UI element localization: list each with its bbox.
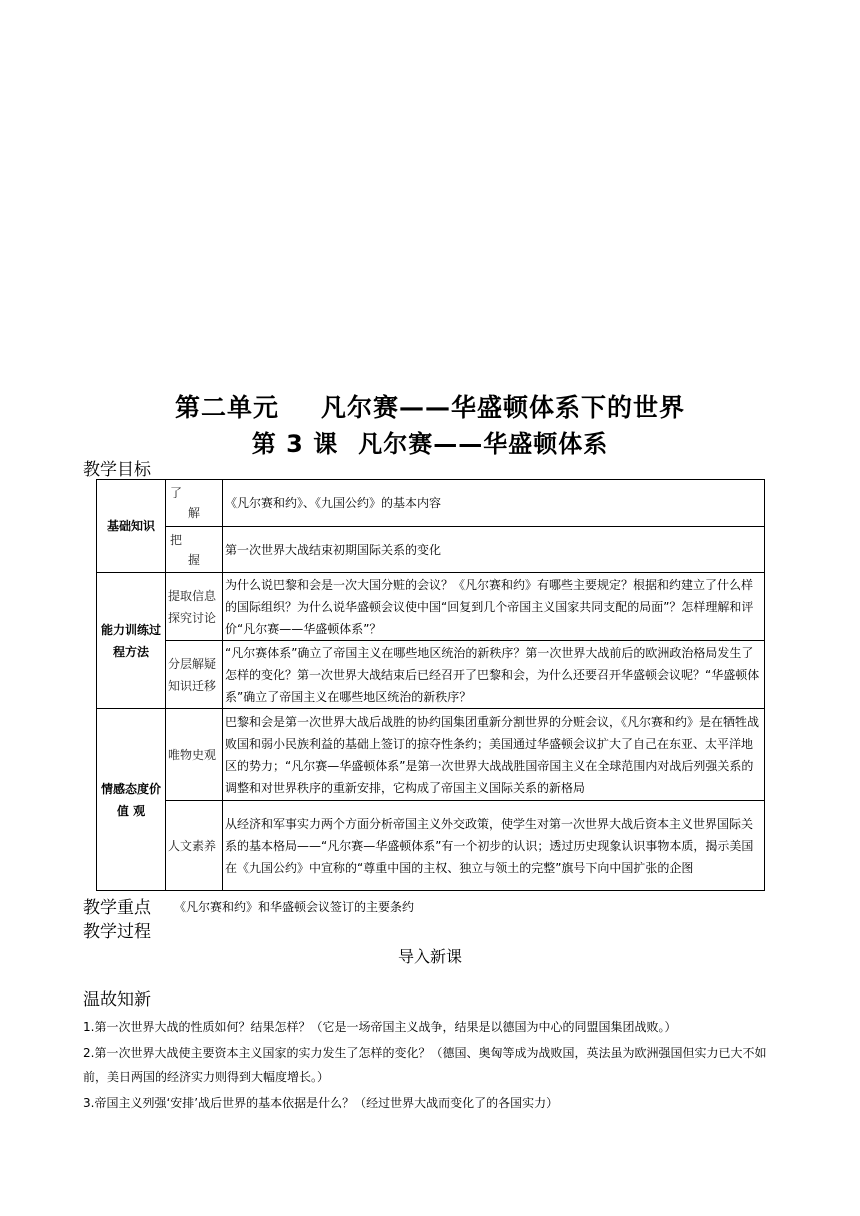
table-row <box>97 480 765 527</box>
objective-text: “凡尔赛体系”确立了帝国主义在哪些地区统治的新秩序？第一次世界大战前后的欧洲政治格局发生了怎样的变化？第一次世界大战结束后已经召开了巴黎和会，为什么还要召开华盛顿会议呢？“华盛顿体系”确立了帝国主义在哪些地区统治的新秩序？ <box>223 641 765 709</box>
objective-text: 从经济和军事实力两个方面分析帝国主义外交政策，使学生对第一次世界大战后资本主义世界国际关系的基本格局——“凡尔赛—华盛顿体系”有一个初步的认识；透过历史现象认识事物本质，揭示美国在《九国公约》中宣称的“尊重中国的主权、独立与领土的完整”旗号下向中国扩张的企图 <box>223 801 765 891</box>
objective-text: 第一次世界大战结束初期国际关系的变化 <box>223 527 765 573</box>
objective-text: 为什么说巴黎和会是一次大国分赃的会议？《凡尔赛和约》有哪些主要规定？根据和约建立了什么样的国际组织？为什么说华盛顿会议使中国“回复到几个帝国主义国家共同支配的局面”？怎样理解和评价“凡尔赛——华盛顿体系”？ <box>223 573 765 641</box>
lesson-title: 凡尔赛——华盛顿体系 <box>358 430 609 458</box>
table-row <box>97 641 765 709</box>
objectives-table <box>96 479 765 891</box>
unit-heading <box>0 388 860 424</box>
review-label: 温故知新 <box>83 990 151 1010</box>
subcategory-cell: 把 握 <box>166 527 223 573</box>
table-row <box>97 573 765 641</box>
subcategory-cell: 人文素养 <box>166 801 223 891</box>
objective-text: 巴黎和会是第一次世界大战后战胜的协约国集团重新分割世界的分赃会议，《凡尔赛和约》是在牺牲战败国和弱小民族利益的基础上签订的掠夺性条约；美国通过华盛顿会议扩大了自己在东亚、太平洋地区的势力；“凡尔赛—华盛顿体系”是第一次世界大战战胜国帝国主义在全球范围内对战后列强关系的调整和对世界秩序的重新安排，它构成了帝国主义国际关系的新格局 <box>223 709 765 801</box>
subcategory-cell: 了 解 <box>166 480 223 527</box>
table-row <box>97 527 765 573</box>
review-item: 2.第一次世界大战使主要资本主义国家的实力发生了怎样的变化？（德国、奥匈等成为战败国，英法虽为欧洲强国但实力已大不如前，美日两国的经济实力则得到大幅度增长。） <box>83 1046 767 1084</box>
lesson-number: 第 3 课 <box>251 430 339 458</box>
objectives-label: 教学目标 <box>83 460 151 480</box>
lesson-heading <box>0 424 860 459</box>
unit-number: 第二单元 <box>174 393 279 422</box>
process-label: 教学过程 <box>83 922 151 942</box>
category-ability: 能力训练过程方法 <box>97 573 166 709</box>
key-points-text: 《凡尔赛和约》和华盛顿会议签订的主要条约 <box>174 900 415 914</box>
table-row <box>97 801 765 891</box>
review-item: 1.第一次世界大战的性质如何？结果怎样？（它是一场帝国主义战争，结果是以德国为中心的同盟国集团战败。） <box>83 1020 677 1034</box>
category-emotion: 情感态度价值 观 <box>97 709 166 891</box>
key-points-label: 教学重点 <box>83 898 151 918</box>
category-basic: 基础知识 <box>97 480 166 573</box>
review-item: 3.帝国主义列强‘安排’战后世界的基本依据是什么？（经过世界大战而变化了的各国实力） <box>83 1096 559 1110</box>
subcategory-cell: 分层解疑知识迁移 <box>166 641 223 709</box>
intro-title: 导入新课 <box>397 947 462 966</box>
subcategory-cell: 提取信息探究讨论 <box>166 573 223 641</box>
table-row <box>97 709 765 801</box>
objective-text: 《凡尔赛和约》、《九国公约》的基本内容 <box>223 480 765 527</box>
unit-title: 凡尔赛——华盛顿体系下的世界 <box>321 393 686 422</box>
subcategory-cell: 唯物史观 <box>166 709 223 801</box>
